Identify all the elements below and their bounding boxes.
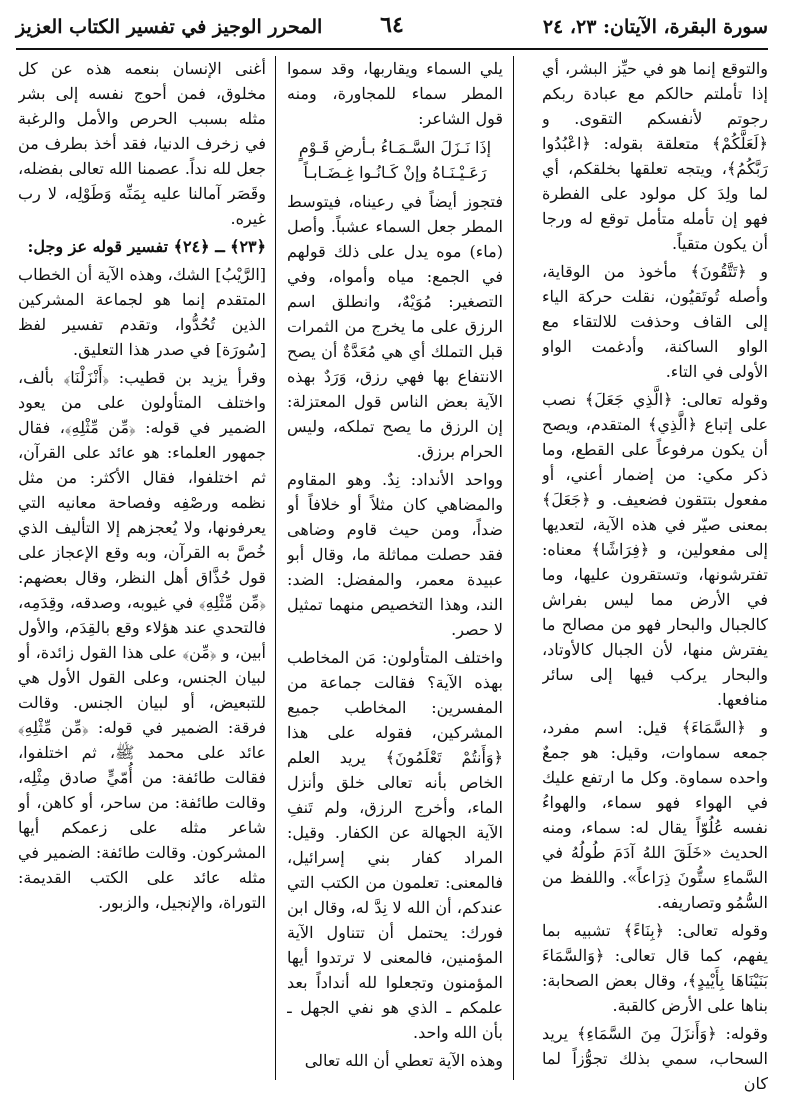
paragraph: أغنى الإنسان بنعمه هذه عن كل مخلوق، فمن أحوج نفسه إلى بشر مثله بسبب الحرص والأمل والرغبة في زخرف الدنيا، فقد أخذ بطرف من جعل لله نداً. عصمنا الله تعالى بفضله، وقَصَر آمالنا عليه بِمَنِّه وَطَوْلِه، لا رب غيره. [18, 59, 266, 228]
column-divider-left [275, 56, 276, 1080]
paragraph: يلي السماء ويقاربها، وقد سموا المطر سماء للمجاورة، ومنه قول الشاعر: [287, 59, 503, 128]
paragraph: [الرَّيْبُ] الشك، وهذه الآية أن الخطاب المتقدم إنما هو لجماعة المشركين الذين تُحُدُّوا، وتقدم تفسير لفظ [سُورَة] في صدر هذا التعليق. [18, 265, 266, 359]
paragraph: وقرأ يزيد بن قطيب: ﴿أَنْزَلْنَا﴾ بألف، واختلف المتأولون على من يعود الضمير في قوله: ﴿مِّن مِّثْلِهِ﴾، فقال جمهور العلماء: هو عائد على القرآن، ثم اختلفوا، فقال الأكثر: من مثل نظمه ورصْفِه وفصاحة معانيه التي يعرفونها، ولا يُعجزهم إلا التأليف الذي خُصَّ به القرآن، وبه وقع الإعجاز على قول حُذَّاق أهل النظر، وقال بعضهم: ﴿مِّن مِّثْلِهِ﴾ في غيوبه، وصدقه، وقِدَمِه، فالتحدي عند هؤلاء وقع بالقِدَم، والأول أبين، و ﴿مِّن﴾ على هذا القول زائدة، أو لبيان الجنس، وعلى القول الأول هي للتبعيض، أو لبيان الجنس. وقالت فرقة: الضمير في قوله: ﴿مِّن مِّثْلِهِ﴾ عائد على محمد ﷺ، ثم اختلفوا، فقالت طائفة: من أُمّيٍّ صادق مِثْلِه، وقالت طائفة: من ساحر، أو كاهن، أو شاعر مثله على زعمكم أيها المشركون. وقالت طائفة: الضمير في مثله عائد على الكتب القديمة: التوراة، والإنجيل، والزبور. [18, 368, 266, 912]
paragraph: وقوله تعالى: ﴿بِنَاءً﴾ تشبيه بما يفهم، كما قال تعالى: ﴿وَالسَّمَاءَ بَنَيْنَاهَا بِأَيْيدٍ﴾، وقال بعض الصحابة: بناها على الأرض كالقبة. [542, 921, 768, 1015]
paragraph: والتوقع إنما هو في حيِّز البشر، أي إذا تأملتم حالكم مع عبادة ربكم رجوتم لأنفسكم التقوى. و ﴿لَعَلَّكُمْ﴾ متعلقة بقوله: ﴿اعْبُدُوا رَبَّكُمُ﴾، ويتجه تعلقها بخلقكم، أي لما ولِدَ كل مولود على الفطرة فهو إن تأمله متأمل توقع له ورجا أن يكون متقياً. [542, 59, 768, 253]
header-rule [16, 48, 768, 50]
paragraph: فتجوز أيضاً في رعيناه، فيتوسط المطر جعل السماء عشباً. وأصل (ماء) موه يدل على ذلك قولهم في الجمع: مياه وأمواه، وفي التصغير: مُوَيْهٌ، وانطلق اسم الرزق على ما يخرج من الثمرات قبل التملك أي هي مُعَدَّةٌ أن يصح الانتفاع بها فهي رزق، وَرَدٌ بهذه الآية بعض الناس قول المعتزلة: إن الرزق ما يصح تملكه، وليس الحرام برزق. [287, 192, 503, 461]
surah-title: سورة البقرة، الآيتان: ٢٣، ٢٤ [542, 16, 768, 38]
paragraph: وقوله: ﴿وَأَنزَلَ مِنَ السَّمَاءِ﴾ يريد السحاب، سمي بذلك تجوُّزاً لما كان [542, 1024, 768, 1092]
paragraph: وواحد الأنداد: نِدٌ. وهو المقاوم والمضاهي كان مثلاً أو خلافاً أو ضداً، ومن حيث قاوم وضاهى فقد حصلت مماثلة ما، وقال أبو عبيدة معمر، والمفضل: الضد: الند، وهذا التخصيص منهما تمثيل لا حصر. [287, 470, 503, 639]
column-right [542, 56, 768, 1092]
page-header [16, 12, 768, 46]
paragraph: و ﴿السَّمَاءَ﴾ قيل: اسم مفرد، جمعه سماوات، وقيل: هو جمعٌ واحده سماوة. وكل ما ارتفع عليك في الهواء فهو سماء، والهواءُ نفسه عُلُوّاً يقال له: سماء، ومنه الحديث «خَلَقَ اللهُ آدَمَ طُولُهُ في السَّماءِ ستُّونَ ذِرَاعاً». واللفظ من السُّمُو وتصاريفه. [542, 718, 768, 912]
column-middle [287, 56, 503, 1092]
verse-line: إذَا نَـزَلَ السَّـمَـاءُ بـأرضِ قَـوْمٍ [298, 138, 492, 157]
poetry-verse [287, 135, 503, 185]
paragraph: وهذه الآية تعطي أن الله تعالى [304, 1051, 503, 1070]
column-left [18, 56, 266, 1092]
book-title: المحرر الوجيز في تفسير الكتاب العزيز [16, 16, 323, 38]
paragraph: وقوله تعالى: ﴿الَّذِي جَعَلَ﴾ نصب على إتباع ﴿الَّذِي﴾ المتقدم، ويصح أن يكون مرفوعاً على القطع، وما ذكر مكي: من إضمار أعني، أو مفعول بتتقون فضعيف. و ﴿جَعَلَ﴾ بمعنى صيّر في هذه الآية، لتعديها إلى مفعولين، و ﴿فِرَاشًا﴾ معناه: تفترشونها، وتستقرون عليها، وما في الأرض مما ليس بفراش كالجبال والبحار فهو من مصالح ما يفترش منها، لأن الجبال كالأوتاد، والبحار يركب فيها إلى سائر منافعها. [542, 390, 768, 709]
paragraph: و ﴿تَتَّقُونَ﴾ مأخوذ من الوقاية، وأصله تُوتَقيُون، نقلت حركة الياء إلى القاف وحذفت للالتقاء مع الواو الساكنة، وأدغمت الواو الأولى في التاء. [542, 262, 768, 381]
page-number: ٦٤ [380, 12, 404, 38]
column-divider-right [513, 56, 514, 1080]
paragraph: واختلف المتأولون: مَن المخاطب بهذه الآية؟ فقالت جماعة من المفسرين: المخاطب جميع المشركين، فقوله على هذا ﴿وَأَنتُمْ تَعْلَمُونَ﴾ يريد العلم الخاص بأنه تعالى خلق وأنزل الماء، وأخرج الرزق، ولم تَنفِ الآية الجهالة عن الكفار. وقيل: المراد كفار بني إسرائيل، فالمعنى: تعلمون من الكتب التي عندكم، أن الله لا نِدَّ له، وقال ابن فورك: يحتمل أن تتناول الآية المؤمنين، فالمعنى لا ترتدوا أيها المؤمنون وتجعلوا لله أنداداً بعد علمكم ـ الذي هو نفي الجهل ـ بأن الله واحد. [287, 648, 503, 1042]
section-heading: ﴿٢٣﴾ ـ ﴿٢٤﴾ تفسير قوله عز وجل: [27, 237, 266, 256]
verse-line: رَعَـيْـنَـاهُ وإنْ كَـانُـوا غِـضَـابـاً [303, 163, 487, 182]
